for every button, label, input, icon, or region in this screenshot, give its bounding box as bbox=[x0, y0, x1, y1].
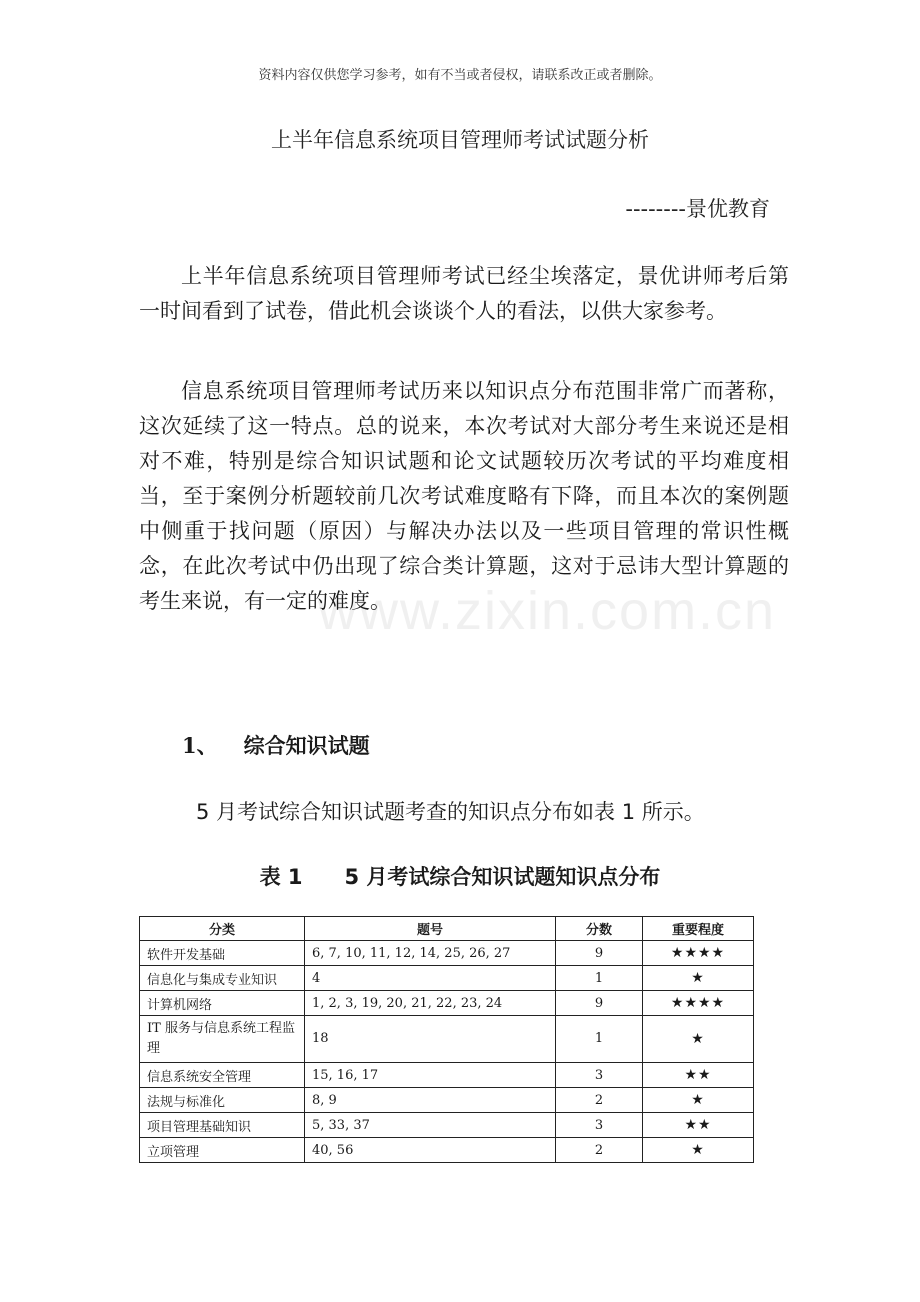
cell-questions: 5, 33, 37 bbox=[305, 1113, 556, 1138]
cell-importance-stars: ★ bbox=[643, 1088, 754, 1113]
cell-score: 9 bbox=[556, 991, 643, 1016]
table-row bbox=[140, 1138, 754, 1163]
cell-score: 9 bbox=[556, 941, 643, 966]
cell-importance-stars: ★★ bbox=[643, 1113, 754, 1138]
table-row bbox=[140, 991, 754, 1016]
cell-category: 项目管理基础知识 bbox=[140, 1113, 305, 1138]
cell-score: 1 bbox=[556, 1016, 643, 1063]
cell-category: 信息系统安全管理 bbox=[140, 1063, 305, 1088]
cell-questions: 1, 2, 3, 19, 20, 21, 22, 23, 24 bbox=[305, 991, 556, 1016]
table-row bbox=[140, 1113, 754, 1138]
author-line: --------景优教育 bbox=[625, 197, 770, 221]
section-title: 综合知识试题 bbox=[243, 734, 370, 758]
table-caption-label: 表 1 bbox=[259, 865, 303, 889]
paragraph-intro: 上半年信息系统项目管理师考试已经尘埃落定，景优讲师考后第一时间看到了试卷，借此机会谈谈个人的看法，以供大家参考。 bbox=[139, 264, 789, 323]
table-row bbox=[140, 941, 754, 966]
knowledge-distribution-table bbox=[139, 916, 754, 1163]
table-caption bbox=[0, 861, 920, 891]
document-title: 上半年信息系统项目管理师考试试题分析 bbox=[271, 128, 649, 152]
cell-category: 计算机网络 bbox=[140, 991, 305, 1016]
table-header-row bbox=[140, 917, 754, 941]
disclaimer: 资料内容仅供您学习参考，如有不当或者侵权，请联系改正或者删除。 bbox=[258, 68, 662, 83]
cell-importance-stars: ★ bbox=[643, 1138, 754, 1163]
cell-category: 立项管理 bbox=[140, 1138, 305, 1163]
section-heading bbox=[182, 730, 370, 760]
paragraph-analysis: 信息系统项目管理师考试历来以知识点分布范围非常广而著称，这次延续了这一特点。总的说来，本次考试对大部分考生来说还是相对不难，特别是综合知识试题和论文试题较历次考试的平均难度相当，至于案例分析题较前几次考试难度略有下降，而且本次的案例题中侧重于找问题（原因）与解决办法以及一些项目管理的常识性概念，在此次考试中仍出现了综合类计算题，这对于忌讳大型计算题的考生来说，有一定的难度。 bbox=[139, 379, 789, 613]
cell-questions: 18 bbox=[305, 1016, 556, 1063]
cell-importance-stars: ★ bbox=[643, 966, 754, 991]
cell-score: 3 bbox=[556, 1113, 643, 1138]
cell-score: 3 bbox=[556, 1063, 643, 1088]
table-row bbox=[140, 966, 754, 991]
table-caption-title: 5 月考试综合知识试题知识点分布 bbox=[344, 865, 661, 889]
cell-score: 2 bbox=[556, 1138, 643, 1163]
cell-importance-stars: ★★★★ bbox=[643, 991, 754, 1016]
table-row bbox=[140, 1088, 754, 1113]
cell-questions: 8, 9 bbox=[305, 1088, 556, 1113]
cell-questions: 4 bbox=[305, 966, 556, 991]
cell-importance-stars: ★ bbox=[643, 1016, 754, 1063]
watermark: www.zixin.com.cn bbox=[318, 581, 777, 641]
table-row bbox=[140, 1016, 754, 1063]
cell-category: 信息化与集成专业知识 bbox=[140, 966, 305, 991]
table-intro-text: 5 月考试综合知识试题考查的知识点分布如表 1 所示。 bbox=[196, 800, 705, 824]
cell-category: 法规与标准化 bbox=[140, 1088, 305, 1113]
cell-importance-stars: ★★ bbox=[643, 1063, 754, 1088]
header-category: 分类 bbox=[140, 917, 305, 941]
section-number: 1、 bbox=[182, 733, 218, 758]
cell-category: 软件开发基础 bbox=[140, 941, 305, 966]
header-importance: 重要程度 bbox=[643, 917, 754, 941]
header-questions: 题号 bbox=[305, 917, 556, 941]
cell-score: 1 bbox=[556, 966, 643, 991]
cell-importance-stars: ★★★★ bbox=[643, 941, 754, 966]
table-row bbox=[140, 1063, 754, 1088]
header-score: 分数 bbox=[556, 917, 643, 941]
cell-score: 2 bbox=[556, 1088, 643, 1113]
cell-questions: 6, 7, 10, 11, 12, 14, 25, 26, 27 bbox=[305, 941, 556, 966]
cell-category: IT 服务与信息系统工程监理 bbox=[140, 1016, 305, 1063]
cell-questions: 15, 16, 17 bbox=[305, 1063, 556, 1088]
cell-questions: 40, 56 bbox=[305, 1138, 556, 1163]
